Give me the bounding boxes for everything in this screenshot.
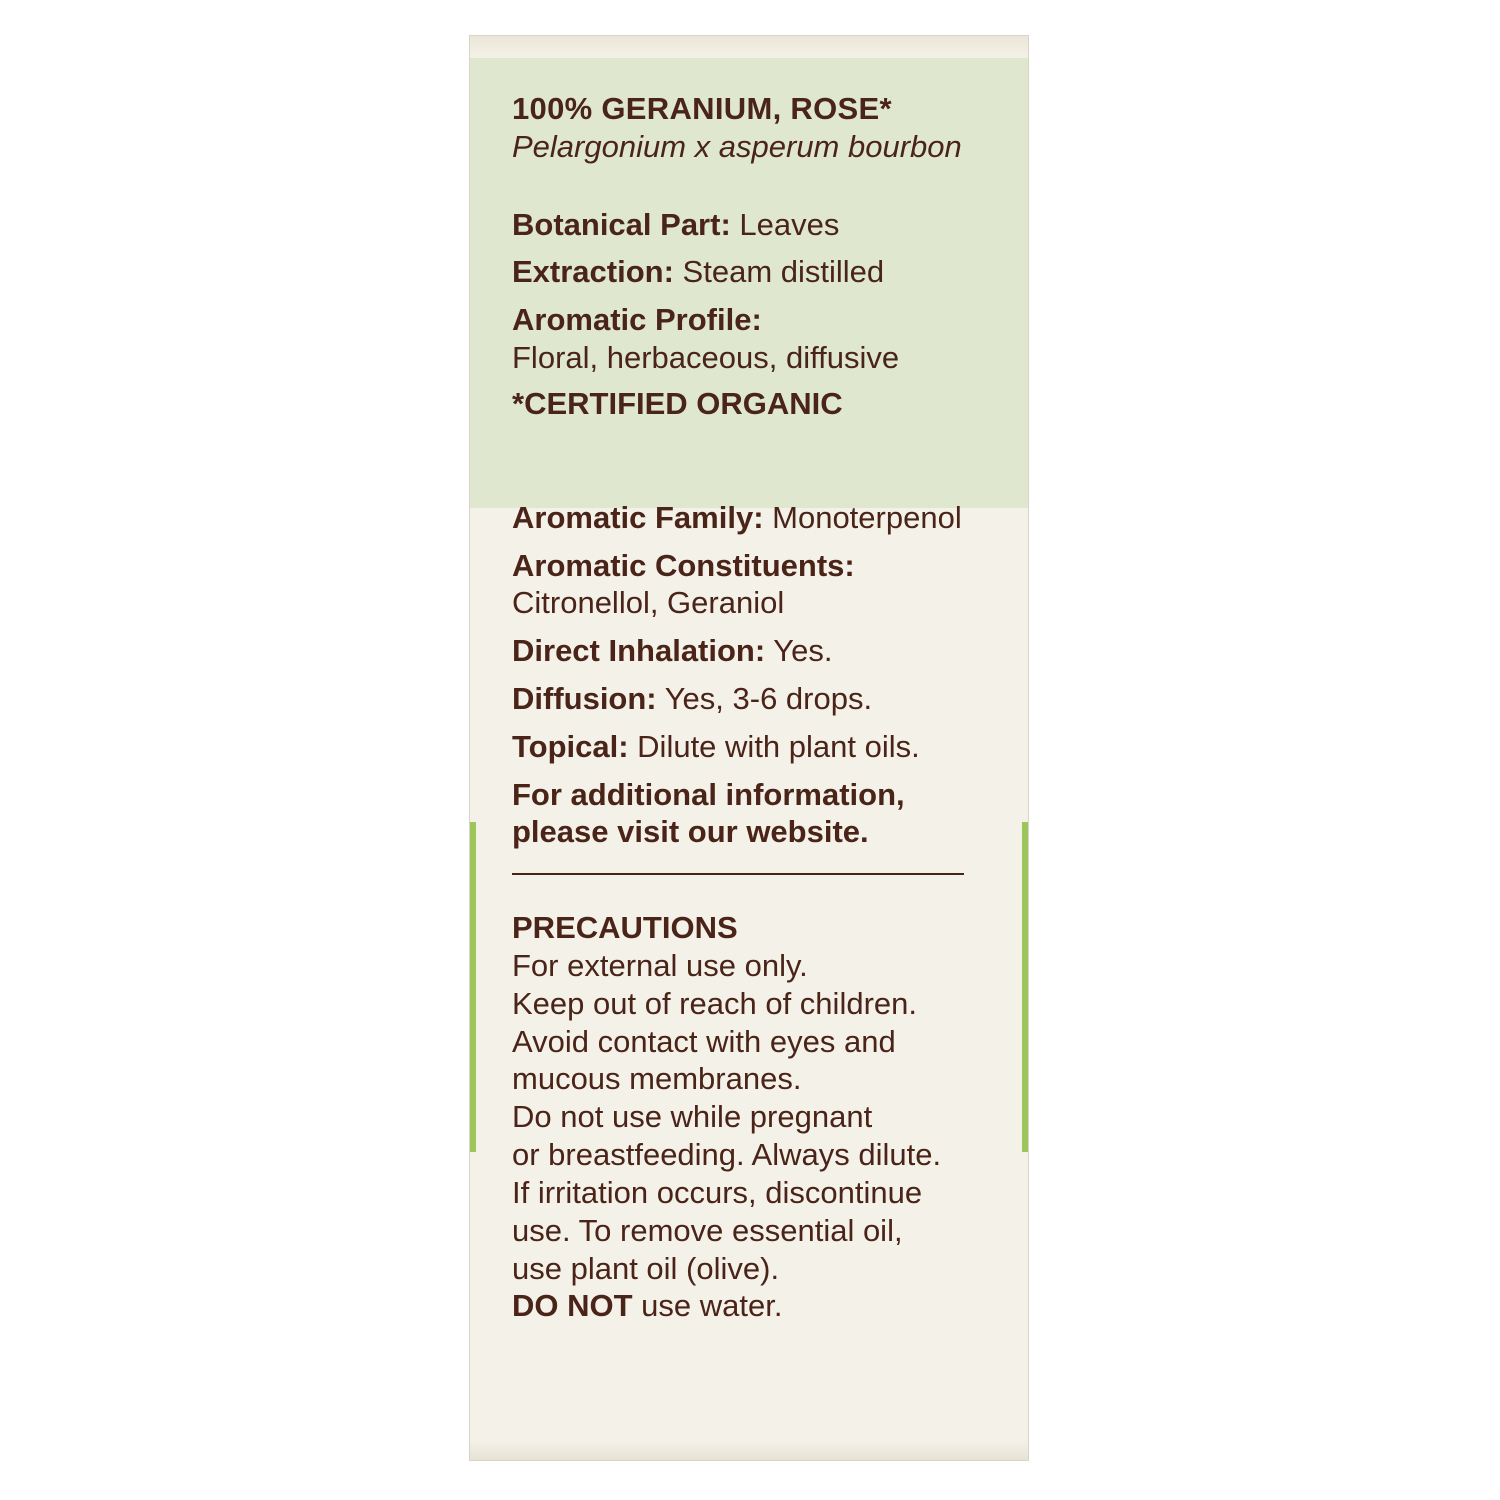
- aromatic-profile-label: Aromatic Profile:: [512, 302, 762, 338]
- constituents-label: Aromatic Constituents:: [512, 547, 855, 583]
- more-info-line2: please visit our website.: [512, 814, 869, 850]
- botanical-part-value: Leaves: [739, 206, 840, 242]
- precautions-line: Do not use while pregnant: [512, 1099, 873, 1135]
- aromatic-profile-row: [512, 301, 992, 377]
- do-not-rest: use water.: [632, 1288, 783, 1324]
- aromatic-family-row: [512, 499, 992, 537]
- aromatic-family-value: Monoterpenol: [772, 499, 962, 535]
- precautions-line: Avoid contact with eyes and: [512, 1023, 896, 1059]
- precautions-heading: PRECAUTIONS: [512, 910, 738, 946]
- more-info-line1: For additional information,: [512, 776, 905, 812]
- extraction-label: Extraction:: [512, 254, 674, 290]
- aromatic-profile-value: Floral, herbaceous, diffusive: [512, 340, 900, 376]
- product-title: 100% GERANIUM, ROSE*: [512, 91, 892, 126]
- label-text: [512, 90, 992, 1325]
- precautions-line: use plant oil (olive).: [512, 1250, 780, 1286]
- precautions-line: Keep out of reach of children.: [512, 985, 917, 1021]
- precautions-line: mucous membranes.: [512, 1061, 802, 1097]
- direct-inhalation-row: [512, 632, 992, 670]
- box-bottom-flap: [470, 1440, 1028, 1460]
- precautions-last-line: [512, 1287, 992, 1325]
- precautions-line: or breastfeeding. Always dilute.: [512, 1137, 942, 1173]
- extraction-value: Steam distilled: [682, 254, 885, 290]
- section-divider: [512, 873, 964, 875]
- botanical-part-label: Botanical Part:: [512, 206, 731, 242]
- extraction-row: [512, 253, 992, 291]
- green-stripe-left: [470, 822, 476, 1152]
- topical-value: Dilute with plant oils.: [637, 728, 920, 764]
- aromatic-family-label: Aromatic Family:: [512, 499, 764, 535]
- precautions-line: For external use only.: [512, 948, 808, 983]
- diffusion-row: [512, 680, 992, 718]
- diffusion-label: Diffusion:: [512, 680, 657, 716]
- box-top-flap: [470, 36, 1028, 59]
- constituents-row: [512, 547, 992, 623]
- latin-name: Pelargonium x asperum bourbon: [512, 128, 962, 164]
- do-not-emphasis: DO NOT: [512, 1288, 633, 1324]
- certified-organic: *CERTIFIED ORGANIC: [512, 385, 843, 421]
- precautions-line: use. To remove essential oil,: [512, 1212, 903, 1248]
- precautions-line: If irritation occurs, discontinue: [512, 1174, 923, 1210]
- direct-inhalation-value: Yes.: [773, 633, 833, 669]
- topical-label: Topical:: [512, 728, 629, 764]
- direct-inhalation-label: Direct Inhalation:: [512, 633, 766, 669]
- green-stripe-right: [1022, 822, 1028, 1152]
- botanical-part-row: [512, 206, 992, 244]
- topical-row: [512, 728, 992, 766]
- diffusion-value: Yes, 3-6 drops.: [664, 680, 873, 716]
- constituents-value: Citronellol, Geraniol: [512, 585, 785, 621]
